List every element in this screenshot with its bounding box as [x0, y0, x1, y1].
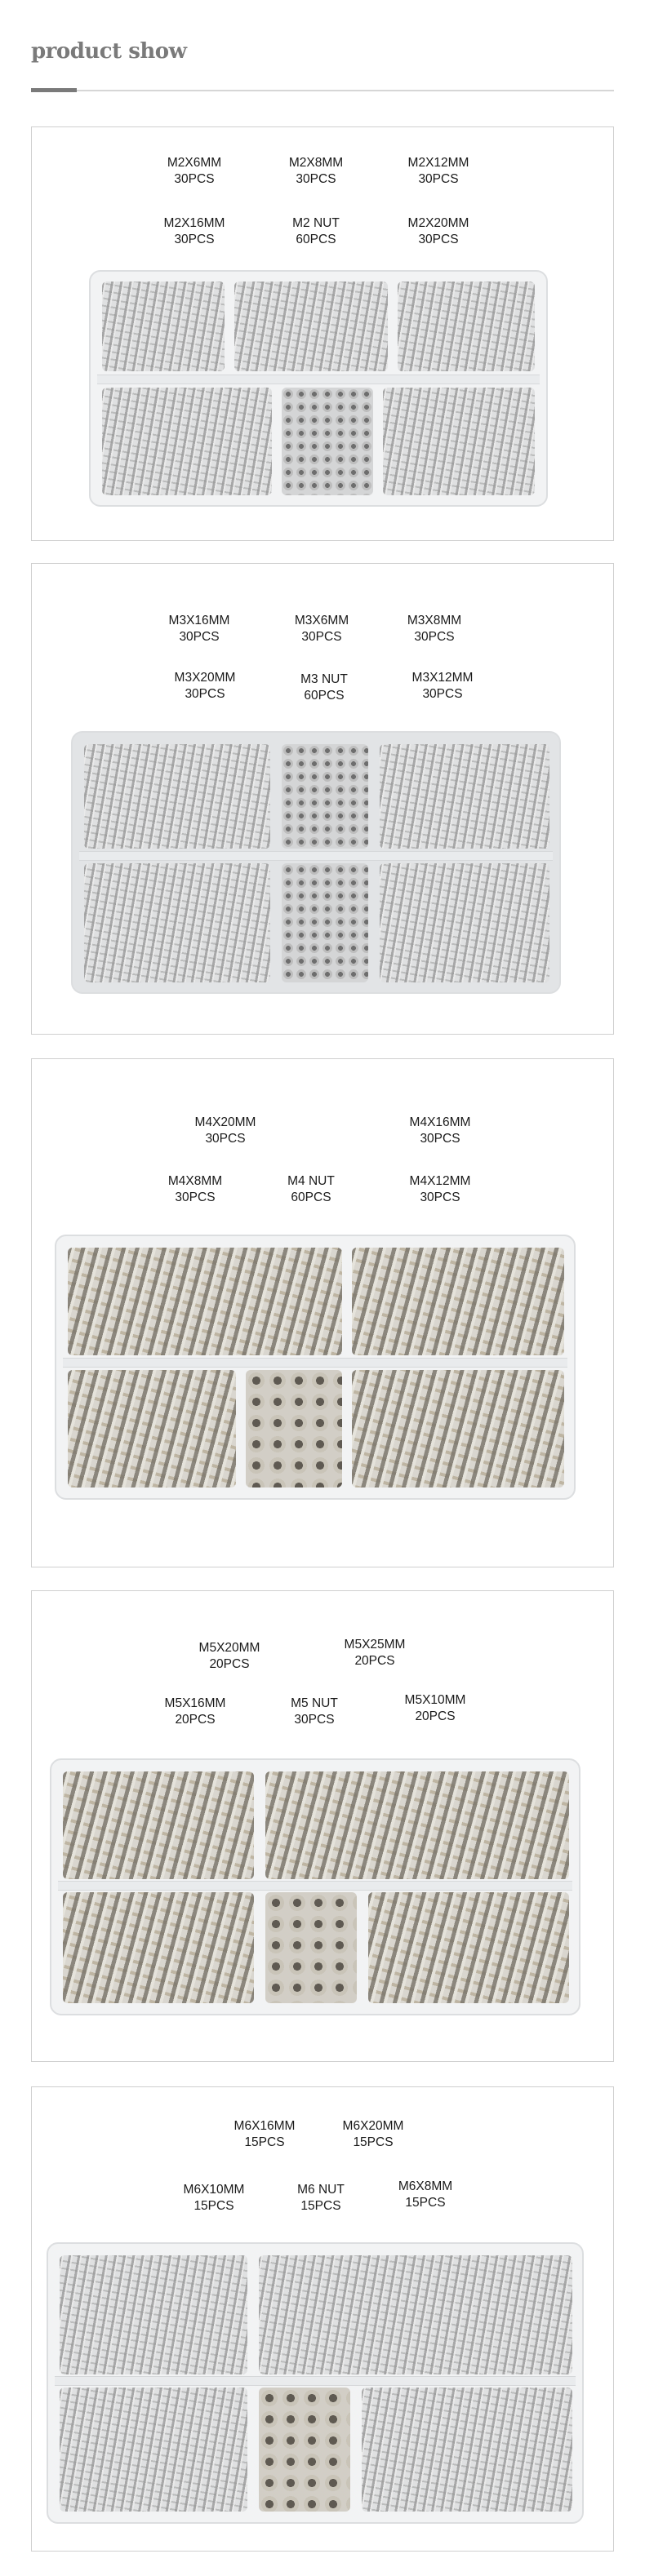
label-size: M6X20MM — [342, 2119, 404, 2133]
label-size: M5X16MM — [164, 1696, 226, 1710]
label-quantity: 30PCS — [420, 1190, 460, 1204]
label-quantity: 15PCS — [353, 2135, 394, 2149]
kit-label — [412, 670, 474, 703]
organizer-box-photo — [71, 731, 561, 994]
organizer-box-photo — [55, 1235, 576, 1500]
compartment — [234, 282, 388, 371]
tray-divider — [58, 1881, 572, 1891]
label-size: M4X12MM — [409, 1174, 471, 1188]
label-size: M4 NUT — [287, 1174, 335, 1188]
label-quantity: 30PCS — [294, 1713, 335, 1727]
label-quantity: 20PCS — [415, 1709, 456, 1723]
label-quantity: 20PCS — [209, 1657, 250, 1671]
tray-divider — [97, 375, 540, 384]
label-size: M6X16MM — [234, 2119, 296, 2133]
label-size: M2X16MM — [163, 216, 225, 230]
label-quantity: 30PCS — [179, 630, 220, 644]
compartment — [63, 1892, 254, 2003]
label-quantity: 30PCS — [418, 233, 459, 246]
label-size: M5 NUT — [291, 1696, 338, 1710]
label-quantity: 15PCS — [194, 2199, 234, 2213]
compartment — [352, 1248, 564, 1355]
label-quantity: 30PCS — [174, 172, 215, 186]
label-quantity: 30PCS — [174, 233, 215, 246]
kit-label — [199, 1640, 260, 1673]
label-size: M3X12MM — [411, 671, 474, 685]
label-quantity: 30PCS — [418, 172, 459, 186]
label-quantity: 30PCS — [422, 687, 463, 701]
label-quantity: 60PCS — [304, 689, 345, 703]
label-size: M3X16MM — [168, 614, 230, 627]
compartment — [84, 863, 270, 982]
label-quantity: 30PCS — [175, 1190, 216, 1204]
label-size: M5X10MM — [404, 1693, 466, 1707]
compartment-nuts — [265, 1892, 357, 2003]
kit-label — [291, 1696, 338, 1728]
tray-divider — [55, 2376, 576, 2386]
compartment-nuts — [282, 863, 368, 982]
label-quantity: 30PCS — [414, 630, 455, 644]
kit-label — [405, 1692, 466, 1725]
kit-label — [169, 613, 230, 645]
label-quantity: 15PCS — [300, 2199, 341, 2213]
kit-label — [345, 1637, 406, 1669]
kit-label — [234, 2118, 296, 2151]
label-size: M5X20MM — [198, 1641, 260, 1655]
organizer-box-photo — [47, 2242, 584, 2524]
label-size: M6 NUT — [297, 2183, 345, 2197]
compartment — [265, 1771, 569, 1879]
kit-panel-m4 — [31, 1058, 614, 1567]
kit-label — [408, 155, 469, 188]
compartment — [84, 744, 270, 849]
label-size: M2X8MM — [288, 156, 344, 170]
label-size: M2X20MM — [407, 216, 469, 230]
compartment — [68, 1248, 342, 1355]
label-size: M5X25MM — [344, 1638, 406, 1652]
kit-label — [164, 215, 225, 248]
kit-label — [167, 155, 221, 188]
label-size: M4X16MM — [409, 1115, 471, 1129]
page-title: product show — [31, 39, 187, 64]
label-quantity: 15PCS — [405, 2196, 446, 2210]
title-rule — [31, 90, 614, 91]
title-rule-accent — [31, 88, 77, 92]
compartment — [380, 744, 549, 849]
compartment — [60, 2388, 247, 2512]
label-quantity: 60PCS — [291, 1190, 331, 1204]
compartment — [362, 2388, 572, 2512]
label-quantity: 15PCS — [244, 2135, 285, 2149]
kit-label — [175, 670, 236, 703]
kit-panel-m6 — [31, 2086, 614, 2552]
organizer-box-photo — [50, 1758, 580, 2015]
compartment-nuts — [246, 1370, 342, 1488]
kit-label — [410, 1173, 471, 1206]
kit-label — [292, 215, 340, 248]
kit-label — [297, 2182, 345, 2215]
label-size: M3X6MM — [294, 614, 349, 627]
page-header — [0, 0, 645, 98]
kit-panel-m3 — [31, 563, 614, 1035]
compartment — [102, 282, 225, 371]
kit-label — [398, 2179, 452, 2211]
kit-label — [295, 613, 349, 645]
compartment — [63, 1771, 254, 1879]
label-size: M3 NUT — [300, 672, 348, 686]
compartment-nuts — [282, 744, 368, 849]
label-size: M6X8MM — [398, 2179, 453, 2193]
label-size: M6X10MM — [183, 2183, 245, 2197]
label-quantity: 30PCS — [420, 1132, 460, 1146]
kit-label — [168, 1173, 222, 1206]
kit-label — [289, 155, 343, 188]
label-quantity: 60PCS — [296, 233, 336, 246]
label-quantity: 30PCS — [205, 1132, 246, 1146]
kit-label — [408, 215, 469, 248]
label-quantity: 30PCS — [185, 687, 225, 701]
compartment — [102, 388, 272, 495]
kit-panel-m2 — [31, 126, 614, 541]
compartment — [368, 1892, 569, 2003]
kit-label — [195, 1115, 256, 1147]
kit-label — [184, 2182, 245, 2215]
label-quantity: 20PCS — [354, 1654, 395, 1668]
compartment — [259, 2255, 572, 2374]
label-quantity: 30PCS — [301, 630, 342, 644]
label-size: M2 NUT — [292, 216, 340, 230]
tray-divider — [63, 1358, 567, 1368]
compartment — [68, 1370, 236, 1488]
kit-label — [287, 1173, 335, 1206]
compartment — [380, 863, 549, 982]
compartment — [398, 282, 535, 371]
kit-label — [407, 613, 461, 645]
label-size: M3X8MM — [407, 614, 462, 627]
compartment-nuts — [282, 388, 373, 495]
organizer-box-photo — [89, 270, 548, 507]
label-quantity: 20PCS — [175, 1713, 216, 1727]
label-size: M2X6MM — [167, 156, 222, 170]
kit-panel-m5 — [31, 1590, 614, 2062]
compartment — [60, 2255, 247, 2374]
tray-divider — [79, 851, 553, 861]
label-size: M2X12MM — [407, 156, 469, 170]
kit-label — [410, 1115, 471, 1147]
kit-label — [300, 672, 348, 704]
compartment-nuts — [259, 2388, 350, 2512]
label-size: M4X8MM — [167, 1174, 223, 1188]
label-quantity: 30PCS — [296, 172, 336, 186]
kit-label — [165, 1696, 226, 1728]
kit-label — [343, 2118, 404, 2151]
label-size: M3X20MM — [174, 671, 236, 685]
compartment — [352, 1370, 564, 1488]
label-size: M4X20MM — [194, 1115, 256, 1129]
compartment — [383, 388, 535, 495]
